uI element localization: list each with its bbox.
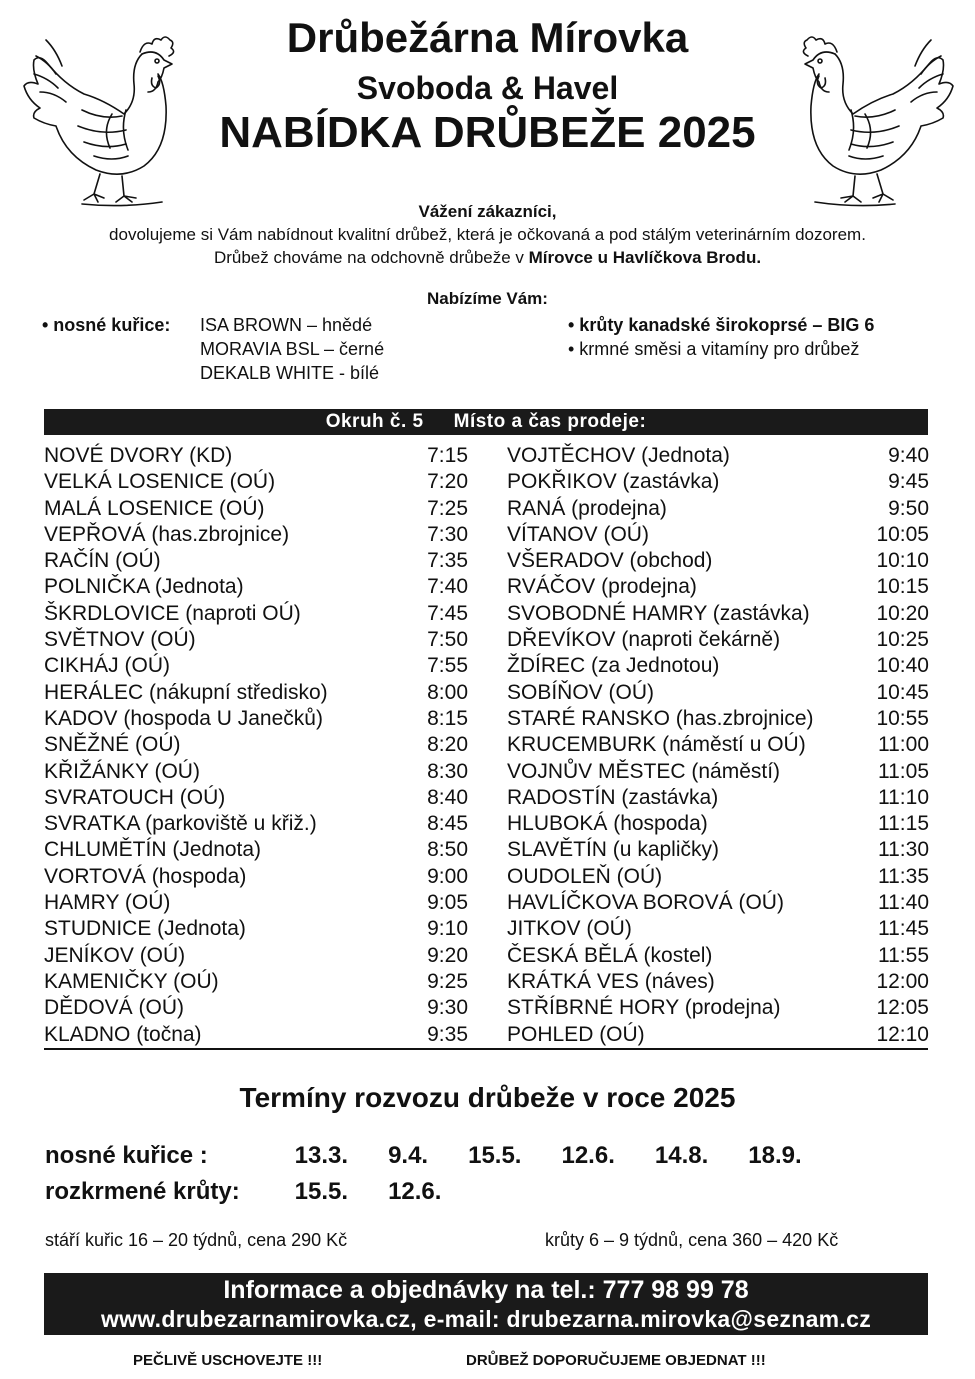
farm-name: Drůbežárna Mírovka <box>286 14 689 61</box>
schedule-row <box>44 811 468 837</box>
stop-place: VÍTANOV (OÚ) <box>507 522 649 546</box>
schedule-row <box>44 837 468 863</box>
stop-place: HERÁLEC (nákupní středisko) <box>44 680 328 704</box>
stop-place: VOJTĚCHOV (Jednota) <box>507 444 730 467</box>
schedule-row <box>507 864 929 890</box>
stop-place: POHLED (OÚ) <box>507 1022 645 1046</box>
schedule-row <box>44 496 468 522</box>
stop-place: RVÁČOV (prodejna) <box>507 575 697 599</box>
stop-place: DĚDOVÁ (OÚ) <box>44 996 185 1020</box>
intro-line-1: dovolujeme si Vám nabídnout kvalitní drůbež, která je očkovaná a pod stálým veterinárním dozorem. <box>109 225 866 244</box>
stop-time: 9:20 <box>427 943 468 967</box>
stop-place: STUDNICE (Jednota) <box>44 917 246 941</box>
stop-place: SNĚŽNÉ (OÚ) <box>44 733 181 757</box>
stop-time: 11:00 <box>878 733 929 757</box>
stop-place: SOBÍŇOV (OÚ) <box>507 680 655 704</box>
stop-place: JITKOV (OÚ) <box>507 917 632 941</box>
schedule-row <box>44 601 468 627</box>
delivery-date: 15.5. <box>468 1142 522 1169</box>
stop-time: 7:25 <box>427 496 468 520</box>
stop-place: STARÉ RANSKO (has.zbrojnice) <box>507 706 814 730</box>
delivery-date: 12.6. <box>388 1178 442 1205</box>
greeting: Vážení zákazníci, <box>418 202 557 221</box>
stop-place: HAVLÍČKOVA BOROVÁ (OÚ) <box>507 891 784 915</box>
stop-place: SVRATKA (parkoviště u křiž.) <box>44 812 317 836</box>
stop-place: SVOBODNÉ HAMRY (zastávka) <box>507 601 810 625</box>
stop-place: VORTOVÁ (hospoda) <box>44 864 247 888</box>
intro-line-2: Drůbež chováme na odchovně drůbeže v Mírovce u Havlíčkova Brodu. <box>213 248 762 267</box>
stop-place: NOVÉ DVORY (KD) <box>44 444 233 467</box>
stop-time: 9:00 <box>427 864 468 888</box>
stop-time: 11:05 <box>878 759 929 783</box>
breed-item: ISA BROWN – hnědé <box>200 315 373 335</box>
turkeys-delivery-dates <box>45 1178 481 1206</box>
stop-place: SLAVĚTÍN (u kapličky) <box>507 838 719 862</box>
stop-time: 9:35 <box>427 1022 468 1046</box>
stop-time: 8:15 <box>427 706 468 730</box>
stop-time: 11:30 <box>878 838 929 862</box>
turkeys-dates-label: rozkrmené krůty: <box>45 1178 240 1205</box>
stop-place: SVRATOUCH (OÚ) <box>44 785 226 809</box>
stop-time: 7:30 <box>427 522 468 546</box>
schedule-row <box>44 943 468 969</box>
order-notice: DRŮBEŽ DOPORUČUJEME OBJEDNAT !!! <box>466 1352 766 1369</box>
schedule-row <box>44 916 468 942</box>
stop-time: 10:05 <box>876 522 929 546</box>
stop-time: 10:40 <box>876 654 929 678</box>
stop-time: 12:05 <box>876 996 929 1020</box>
stop-place: KRÁTKÁ VES (náves) <box>507 969 715 993</box>
hens-dates-label: nosné kuřice : <box>45 1142 208 1169</box>
stop-time: 8:50 <box>427 838 468 862</box>
schedule-row <box>44 995 468 1021</box>
hens-delivery-dates <box>45 1142 842 1170</box>
breed-item: DEKALB WHITE - bílé <box>200 363 380 383</box>
stop-time: 7:35 <box>427 549 468 573</box>
delivery-dates-heading: Termíny rozvozu drůbeže v roce 2025 <box>239 1082 736 1113</box>
feed-offer: • krmné směsi a vitamíny pro drůbež <box>568 339 860 359</box>
schedule-row <box>44 443 468 469</box>
hens-price-note: stáří kuřic 16 – 20 týdnů, cena 290 Kč <box>45 1230 348 1250</box>
stop-place: CHLUMĚTÍN (Jednota) <box>44 838 262 862</box>
stop-time: 7:40 <box>427 575 468 599</box>
stop-place: RADOSTÍN (zastávka) <box>507 785 719 809</box>
schedule-bottom-rule <box>44 1048 928 1050</box>
delivery-date: 9.4. <box>388 1142 429 1169</box>
schedule-row <box>507 1022 929 1048</box>
hens-label: • nosné kuřice: <box>42 315 171 335</box>
stop-time: 11:55 <box>878 943 929 967</box>
web-email-info: www.drubezarnamirovka.cz, e-mail: drubezarna.mirovka@seznam.cz <box>100 1306 872 1332</box>
schedule-row <box>507 469 929 495</box>
schedule-row <box>507 601 929 627</box>
stop-time: 10:15 <box>876 575 929 599</box>
owners-name: Svoboda & Havel <box>356 70 619 106</box>
stop-place: ŽDÍREC (za Jednotou) <box>507 654 720 678</box>
schedule-row <box>507 522 929 548</box>
schedule-row <box>44 574 468 600</box>
stop-time: 11:10 <box>878 785 929 809</box>
stop-place: POLNIČKA (Jednota) <box>44 575 244 599</box>
schedule-row <box>507 890 929 916</box>
schedule-row <box>507 995 929 1021</box>
stop-place: RAČÍN (OÚ) <box>44 549 161 573</box>
stop-place: ČESKÁ BĚLÁ (kostel) <box>507 943 713 967</box>
stop-time: 9:30 <box>427 996 468 1020</box>
schedule-row <box>44 469 468 495</box>
offer-other <box>568 313 874 361</box>
stop-place: KLADNO (točna) <box>44 1022 202 1046</box>
stop-time: 7:55 <box>427 654 468 678</box>
delivery-date: 18.9. <box>748 1142 802 1169</box>
schedule-row <box>44 785 468 811</box>
delivery-date: 12.6. <box>561 1142 615 1169</box>
stop-time: 12:10 <box>876 1022 929 1046</box>
stop-place: POKŘIKOV (zastávka) <box>507 470 720 494</box>
schedule-row <box>44 653 468 679</box>
stop-place: JENÍKOV (OÚ) <box>44 943 186 967</box>
contact-bar <box>44 1273 928 1335</box>
stop-time: 10:45 <box>876 680 929 704</box>
schedule-row <box>44 890 468 916</box>
schedule-row <box>44 680 468 706</box>
stop-place: MALÁ LOSENICE (OÚ) <box>44 496 265 520</box>
stop-place: SVĚTNOV (OÚ) <box>44 628 196 652</box>
offer-hens <box>42 313 384 385</box>
stop-time: 11:35 <box>878 864 929 888</box>
stop-time: 8:40 <box>427 785 468 809</box>
stop-time: 11:45 <box>878 917 929 941</box>
schedule-row <box>507 496 929 522</box>
stop-place: KAMENIČKY (OÚ) <box>44 969 219 993</box>
schedule-row <box>507 969 929 995</box>
schedule-row <box>507 653 929 679</box>
schedule-row <box>44 627 468 653</box>
stop-place: VELKÁ LOSENICE (OÚ) <box>44 470 276 494</box>
schedule-row <box>507 785 929 811</box>
stop-time: 10:10 <box>876 549 929 573</box>
stop-place: STŘÍBRNÉ HORY (prodejna) <box>507 996 781 1020</box>
stop-time: 9:40 <box>888 444 929 467</box>
stop-time: 8:30 <box>427 759 468 783</box>
stop-place: CIKHÁJ (OÚ) <box>44 654 170 678</box>
stop-place: VEPŘOVÁ (has.zbrojnice) <box>44 522 290 546</box>
stop-place: DŘEVÍKOV (naproti čekárně) <box>507 628 781 652</box>
schedule-row <box>507 732 929 758</box>
stop-time: 11:15 <box>878 812 929 836</box>
stop-time: 8:20 <box>427 733 468 757</box>
stop-time: 12:00 <box>876 969 929 993</box>
stop-time: 10:55 <box>876 706 929 730</box>
stop-time: 9:50 <box>888 496 929 520</box>
schedule-row <box>507 706 929 732</box>
route-header-bar <box>44 409 928 435</box>
stop-time: 10:20 <box>876 601 929 625</box>
stop-place: RANÁ (prodejna) <box>507 496 667 520</box>
place-time-label: Místo a čas prodeje: <box>453 411 647 432</box>
schedule-row <box>44 548 468 574</box>
stop-place: OUDOLEŇ (OÚ) <box>507 864 663 888</box>
turkeys-offer: • krůty kanadské širokoprsé – BIG 6 <box>568 315 875 335</box>
stop-time: 8:00 <box>427 680 468 704</box>
schedule-row <box>507 916 929 942</box>
turkeys-price-note: krůty 6 – 9 týdnů, cena 360 – 420 Kč <box>545 1230 839 1250</box>
stop-place: VOJNŮV MĚSTEC (náměstí) <box>507 759 781 783</box>
stop-time: 7:50 <box>427 628 468 652</box>
delivery-date: 13.3. <box>294 1142 349 1169</box>
stop-place: ŠKRDLOVICE (naproti OÚ) <box>44 601 301 625</box>
offer-headline: NABÍDKA DRŮBEŽE 2025 <box>219 108 756 157</box>
schedule-row <box>44 706 468 732</box>
delivery-date: 15.5. <box>294 1178 349 1205</box>
schedule-row <box>507 443 929 469</box>
keep-notice: PEČLIVĚ USCHOVEJTE !!! <box>133 1352 323 1369</box>
schedule-row <box>44 522 468 548</box>
circuit-label: Okruh č. 5 <box>325 411 424 432</box>
stop-time: 9:05 <box>427 891 468 915</box>
schedule-row <box>507 943 929 969</box>
stop-time: 7:45 <box>427 601 468 625</box>
stop-time: 11:40 <box>878 891 929 915</box>
stop-time: 9:45 <box>888 470 929 494</box>
stop-place: VŠERADOV (obchod) <box>507 549 713 573</box>
schedule-row <box>507 759 929 785</box>
schedule-row <box>44 1022 468 1048</box>
delivery-date: 14.8. <box>654 1142 709 1169</box>
intro-text <box>0 200 975 269</box>
stop-time: 7:15 <box>427 444 468 467</box>
stop-place: KŘIŽÁNKY (OÚ) <box>44 759 200 783</box>
stop-place: KADOV (hospoda U Janečků) <box>44 706 323 730</box>
schedule-row <box>44 759 468 785</box>
schedule-row <box>507 811 929 837</box>
phone-info: Informace a objednávky na tel.: 777 98 99 78 <box>223 1276 749 1304</box>
stop-time: 10:25 <box>876 628 929 652</box>
stop-place: KRUCEMBURK (náměstí u OÚ) <box>507 733 806 757</box>
schedule-row <box>507 837 929 863</box>
schedule-column-left <box>44 443 468 1048</box>
schedule-row <box>44 969 468 995</box>
schedule-row <box>507 680 929 706</box>
schedule-row <box>507 548 929 574</box>
breed-item: MORAVIA BSL – černé <box>200 339 385 359</box>
schedule-row <box>44 732 468 758</box>
offer-heading: Nabízíme Vám: <box>427 289 548 308</box>
stop-time: 7:20 <box>427 470 468 494</box>
schedule-row <box>44 864 468 890</box>
stop-place: HLUBOKÁ (hospoda) <box>507 812 708 836</box>
stop-time: 9:25 <box>427 969 468 993</box>
schedule-row <box>507 574 929 600</box>
schedule-row <box>507 627 929 653</box>
stop-time: 9:10 <box>427 917 468 941</box>
stop-time: 8:45 <box>427 812 468 836</box>
stop-place: HAMRY (OÚ) <box>44 891 171 915</box>
schedule-column-right <box>507 443 929 1048</box>
